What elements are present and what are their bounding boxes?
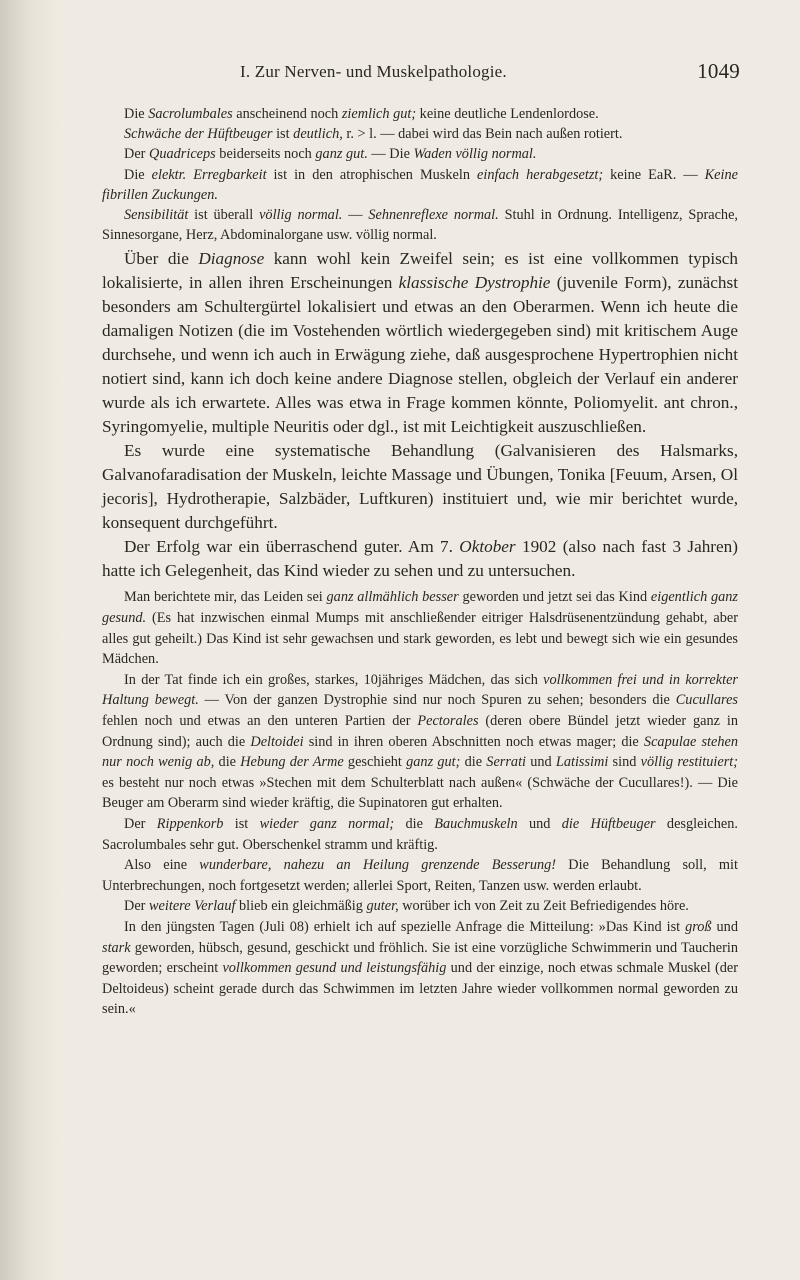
italic-run: deutlich, <box>293 126 343 143</box>
italic-run: völlig restituiert; <box>640 754 739 771</box>
italic-run: Rippenkorb <box>156 815 224 832</box>
discussion-block <box>102 247 738 583</box>
italic-run: ganz allmählich besser <box>326 589 459 606</box>
italic-run: klassische Dystrophie <box>398 273 551 293</box>
paragraph <box>102 896 738 917</box>
italic-run: Cucullares <box>675 692 738 709</box>
text-run: 1902 (also nach fast 3 Jahren) hatte ich Gelegenheit, das Kind wieder zu sehen und zu untersuchen. <box>102 537 738 581</box>
text-run: geschieht <box>343 754 407 771</box>
text-run: — Die <box>367 146 414 163</box>
italic-run: Diagnose <box>198 249 265 269</box>
text-run: die <box>214 754 241 771</box>
text-run: Die <box>124 106 149 122</box>
italic-run: völlig normal. <box>259 207 343 224</box>
italic-run: Hebung der Arme <box>240 754 344 771</box>
italic-run: Sensibilität <box>124 207 189 224</box>
text-run: — <box>342 207 369 224</box>
text-run: kann wohl kein Zweifel sein; es ist eine vollkommen typisch lokalisierte, in allen ihren Erscheinungen <box>102 249 739 293</box>
text-run: geworden, hübsch, gesund, geschickt und fröhlich. Sie ist eine vorzügliche Schwimmerin und Taucherin geworden; erscheint <box>102 939 738 977</box>
text-run: keine deutliche Lendenlordose. <box>416 106 599 122</box>
paragraph <box>102 587 738 669</box>
text-run: Der <box>124 815 157 832</box>
italic-run: wieder ganz normal; <box>259 815 395 832</box>
text-run: blieb ein gleichmäßig <box>235 898 367 915</box>
text-run: die <box>460 754 487 771</box>
italic-run: groß <box>685 918 712 935</box>
text-run: Stuhl in Ordnung. Intelligenz, Sprache, Sinnesorgane, Herz, Abdominalorgane usw. völlig normal. <box>102 207 738 244</box>
italic-run: Schwäche der Hüftbeuger <box>124 126 273 143</box>
text-run: Der <box>124 146 150 163</box>
italic-run: Keine fibrillen Zuckungen. <box>102 166 738 203</box>
text-run: anscheinend noch <box>232 106 342 122</box>
text-run: worüber ich von Zeit zu Zeit Befriedigendes höre. <box>398 898 689 915</box>
italic-run: Deltoidei <box>250 733 304 750</box>
text-run: sind in ihren oberen Abschnitten noch etwas mager; die <box>303 733 644 750</box>
text-run: Die Behandlung soll, mit Unterbrechungen, noch fortgesetzt werden; allerlei Sport, Reiten, Tanzen usw. werden erlaubt. <box>102 857 738 894</box>
italic-run: ganz gut. <box>315 146 368 163</box>
paragraph <box>102 855 738 896</box>
text-run: — Von der ganzen Dystrophie sind nur noch Spuren zu sehen; besonders die <box>198 692 676 709</box>
text-run: die <box>394 815 435 832</box>
text-run: und <box>711 918 738 935</box>
paragraph <box>102 535 738 583</box>
findings-block <box>102 104 738 245</box>
italic-run: eigentlich ganz gesund. <box>102 589 738 627</box>
body-text <box>102 104 738 1020</box>
italic-run: weitere Verlauf <box>149 898 236 915</box>
text-run: In den jüngsten Tagen (Juli 08) erhielt ich auf spezielle Anfrage die Mitteilung: »Das Kind ist <box>124 918 686 935</box>
text-run: (deren obere Bündel jetzt wieder ganz in Ordnung sind); auch die <box>102 712 738 750</box>
italic-run: vollkommen frei und in korrekter Haltung bewegt. <box>102 671 738 709</box>
text-run: fehlen noch und etwas an den unteren Partien der <box>102 712 418 729</box>
italic-run: guter, <box>366 898 399 915</box>
text-run: desgleichen. Sacrolumbales sehr gut. Oberschenkel stramm und kräftig. <box>102 815 738 853</box>
italic-run: Sehnenreflexe normal. <box>368 207 499 224</box>
italic-run: Serrati <box>486 754 527 771</box>
italic-run: elektr. Erregbarkeit <box>151 166 267 183</box>
running-title: I. Zur Nerven- und Muskelpathologie. <box>240 62 507 81</box>
text-run: Der Erfolg war ein überraschend guter. Am 7. <box>124 537 460 557</box>
text-run: es besteht nur noch etwas »Stechen mit dem Schulterblatt nach außen« (Schwäche der Cucullares!). — Die Beuger am Oberarm sind wieder kräftig, die Supinatoren gut erhalten. <box>102 774 738 812</box>
text-run: Es wurde eine systematische Behandlung (Galvanisieren des Halsmarks, Galvanofaradisation der Muskeln, leichte Massage und Übungen, Tonika [Feuum, Arsen, Ol jecoris], Hydrotherapie, Salzbäder, Luftkuren) instituiert und, wie mir berichtet wurde, konsequent durchgeführt. <box>102 441 738 533</box>
text-run: keine EaR. — <box>603 166 705 183</box>
italic-run: Oktober <box>459 537 516 557</box>
italic-run: Sacrolumbales <box>148 106 233 122</box>
text-run: sind <box>608 754 641 771</box>
text-run: und <box>526 754 556 771</box>
paragraph <box>102 205 738 245</box>
italic-run: ganz gut; <box>406 754 461 771</box>
text-run: Die <box>124 166 152 183</box>
text-run: ist überall <box>188 207 260 224</box>
italic-run: Bauchmuskeln <box>434 815 518 832</box>
text-run: ist in den atrophischen Muskeln <box>266 166 477 183</box>
text-run: (juvenile Form), zunächst besonders am Schultergürtel lokalisiert und etwas an den Oberarmen. Wenn ich heute die damaligen Notizen (die im Vostehenden wörtlich wiedergegeben sind) mit kritischem Auge durchsehe, und wenn ich auch in Erwägung ziehe, daß ausgesprochene Hypertrophien nicht notiert sind, kann ich doch keine andere Diagnose stellen, obgleich der Verlauf ein anderer wurde als ich erwartete. Alles was etwa in Frage kommen könnte, Poliomyelit. ant chron., Syringomyelie, multiple Neuritis oder dgl., ist mit Leichtigkeit auszuschließen. <box>102 273 738 437</box>
followup-block <box>102 587 738 1019</box>
italic-run: die Hüftbeuger <box>561 815 656 832</box>
italic-run: Scapulae stehen nur noch wenig ab, <box>102 733 738 771</box>
italic-run: wunderbare, nahezu an Heilung grenzende Besserung! <box>199 857 557 874</box>
text-run: r. > l. — dabei wird das Bein nach außen rotiert. <box>342 126 623 143</box>
paragraph <box>102 439 738 535</box>
italic-run: einfach herabgesetzt; <box>477 166 604 183</box>
italic-run: Quadriceps <box>149 146 216 163</box>
text-run: (Es hat inzwischen einmal Mumps mit anschließender eitriger Halsdrüsenentzündung gehabt, aber alles gut geheilt.) Das Kind ist sehr gewachsen und stark geworden, es lebt und bewegt sich wie ein gesundes Mädchen. <box>102 610 738 668</box>
italic-run: ziemlich gut; <box>341 106 417 122</box>
italic-run: vollkommen gesund und leistungsfähig <box>222 960 447 977</box>
text-run: geworden und jetzt sei das Kind <box>458 589 651 606</box>
italic-run: Waden völlig normal. <box>413 146 537 163</box>
paragraph <box>102 917 738 1020</box>
text-run: Der <box>124 898 150 915</box>
paragraph <box>102 144 738 164</box>
text-run: und der einzige, noch etwas schmale Muskel (der Deltoideus) scheint gerade durch das Schwimmen im letzten Jahre wieder vollkommen normal geworden zu sein.« <box>102 960 738 1018</box>
text-run: ist <box>272 126 294 143</box>
text-run: In der Tat finde ich ein großes, starkes, 10jähriges Mädchen, das sich <box>124 671 544 688</box>
text-run: beiderseits noch <box>215 146 316 163</box>
text-run: Also eine <box>124 857 200 874</box>
text-run: ist <box>223 815 260 832</box>
text-run: Man berichtete mir, das Leiden sei <box>124 589 327 606</box>
italic-run: stark <box>102 939 131 956</box>
paragraph <box>102 124 738 144</box>
paragraph <box>102 165 738 205</box>
paragraph <box>102 670 738 814</box>
paragraph <box>102 814 738 855</box>
text-run: und <box>517 815 562 832</box>
text-run: Über die <box>124 249 199 269</box>
italic-run: Latissimi <box>555 754 609 771</box>
paragraph <box>102 247 738 439</box>
paragraph <box>102 104 738 124</box>
page-number: 1049 <box>697 59 740 83</box>
italic-run: Pectorales <box>417 712 479 729</box>
